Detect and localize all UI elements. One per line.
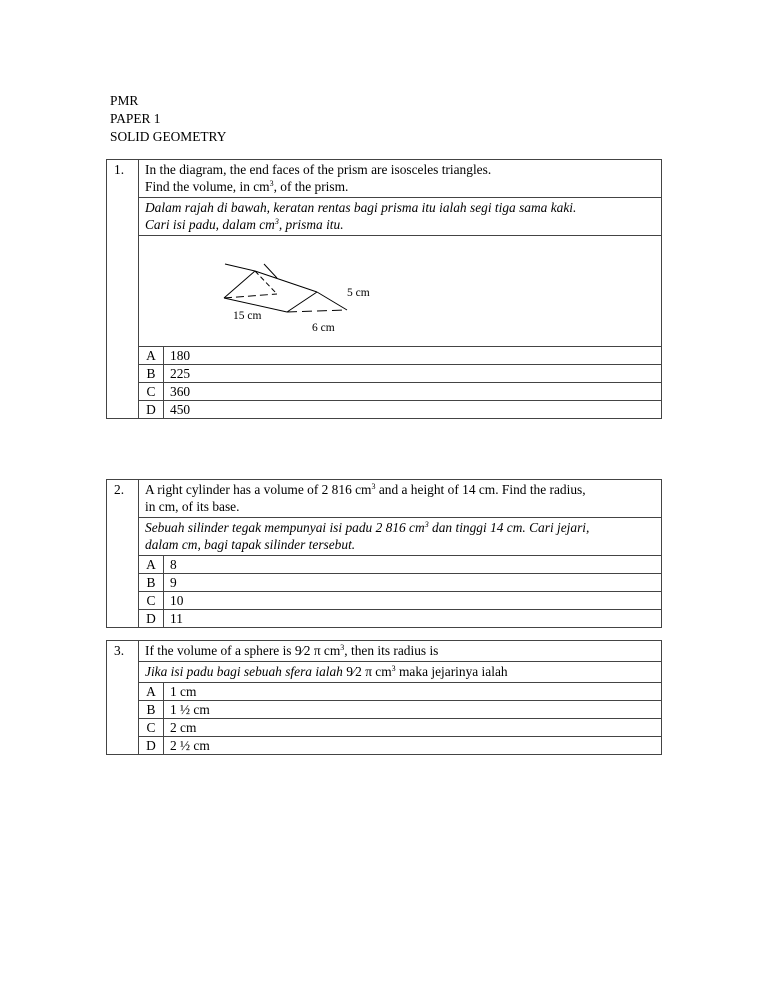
header-exam: PMR: [110, 93, 139, 108]
option-a[interactable]: A 8: [139, 556, 661, 574]
prism-figure: [139, 236, 663, 346]
option-d[interactable]: D 2 ½ cm: [139, 737, 661, 755]
label-triangle-base: 6 cm: [312, 322, 335, 334]
question-1: [106, 159, 662, 419]
question-number: 3.: [107, 641, 139, 754]
answer-options: [139, 683, 661, 754]
document-header: [110, 92, 226, 146]
option-c[interactable]: C 2 cm: [139, 719, 661, 737]
option-b[interactable]: B 225: [139, 365, 661, 383]
option-c[interactable]: C 10: [139, 592, 661, 610]
option-b[interactable]: B 9: [139, 574, 661, 592]
question-3: [106, 640, 662, 755]
question-text-english: In the diagram, the end faces of the prism are isosceles triangles. Find the volume, in $cm^3$, of the prism.: [139, 160, 661, 198]
question-text-malay: Jika isi padu bagi sebuah sfera ialah 9⁄2 π $cm^3$ maka jejarinya ialah: [139, 662, 661, 683]
question-text-malay: Sebuah silinder tegak mempunyai isi padu 2 816 $cm^3$ dan tinggi 14 cm. Cari jejari, dalam cm, bagi tapak silinder tersebut.: [139, 518, 661, 556]
option-b[interactable]: B 1 ½ cm: [139, 701, 661, 719]
label-slant-edge: 5 cm: [347, 287, 370, 299]
question-text-malay: Dalam rajah di bawah, keratan rentas bagi prisma itu ialah segi tiga sama kaki. Cari isi padu, dalam $cm^3$, prisma itu.: [139, 198, 661, 236]
answer-options: [139, 556, 661, 627]
option-d[interactable]: D 11: [139, 610, 661, 628]
option-c[interactable]: C 360: [139, 383, 661, 401]
question-text-english: A right cylinder has a volume of 2 816 $cm^3$ and a height of 14 cm. Find the radius, in cm, of its base.: [139, 480, 661, 518]
option-d[interactable]: D 450: [139, 401, 661, 419]
prism-diagram: [139, 236, 661, 347]
answer-options: [139, 347, 661, 418]
header-paper: PAPER 1: [110, 111, 161, 126]
header-topic: SOLID GEOMETRY: [110, 129, 227, 144]
option-a[interactable]: A 1 cm: [139, 683, 661, 701]
question-2: [106, 479, 662, 628]
label-prism-length: 15 cm: [233, 310, 262, 322]
question-number: 1.: [107, 160, 139, 418]
question-number: 2.: [107, 480, 139, 627]
option-a[interactable]: A 180: [139, 347, 661, 365]
question-text-english: If the volume of a sphere is 9⁄2 π $cm^3$, then its radius is: [139, 641, 661, 662]
